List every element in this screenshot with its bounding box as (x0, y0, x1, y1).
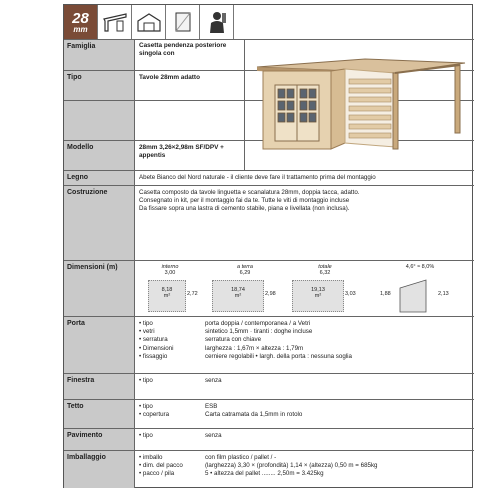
porta-value: cerniere regolabili • largh. della porta : nessuna soglia (205, 352, 352, 360)
finestra-key: • tipo (139, 377, 153, 384)
porta-value: sintetico 1,5mm · tiranti : doghe incluse (205, 328, 313, 336)
dim-totale-unit: m² (314, 293, 322, 299)
dim-slope-title: 4,6° ≈ 8,0% (405, 264, 435, 270)
label-dimensioni: Dimensioni (m) (64, 261, 135, 316)
label-tipo: Tipo (64, 71, 135, 100)
dim-totale-depth: 3,03 (345, 291, 356, 297)
dim-totale-area: 19,13 (311, 287, 325, 293)
value-finestra (135, 374, 474, 399)
thickness-value: 28 (72, 9, 89, 27)
tetto-value: ESB (205, 403, 218, 410)
value-porta (135, 317, 474, 373)
slope-diagram-icon (396, 274, 432, 314)
imballaggio-key: • pacco / pila (139, 470, 175, 478)
label-finestra: Finestra (64, 374, 135, 399)
label-legno: Legno (64, 171, 135, 185)
dim-interno-title: interno (161, 264, 179, 270)
thickness-unit: mm (73, 24, 88, 34)
dim-a-terra-width: 6,29 (239, 270, 251, 276)
label-modello: Modello (64, 141, 135, 170)
imballaggio-value: 5 • altezza del pallet ........ 2,50m = 3.425kg (205, 470, 324, 478)
tetto-value: Carta catramata da 1,5mm in rotolo (205, 411, 303, 419)
label-famiglia: Famiglia (64, 40, 135, 54)
finestra-value: senza (205, 377, 222, 384)
tetto-key: • copertura (139, 411, 170, 419)
imballaggio-value: (larghezza) 3,30 × (profondità) 1,14 × (altezza) 0,50 m = 685kg (205, 462, 378, 470)
dim-interno-plan (148, 280, 186, 312)
shed-frame-icon (132, 5, 166, 39)
dim-totale (288, 264, 362, 316)
value-modello: 28mm 3,26×2,98m SF/DPV + appentis (135, 141, 245, 170)
porta-key: • vetri (139, 328, 155, 336)
tetto-item (139, 411, 470, 419)
row-tetto (64, 399, 474, 428)
imballaggio-value: con film plastico / pallet / - (205, 454, 277, 461)
dim-a-terra-title: a terra (237, 264, 253, 270)
product-sheet (63, 4, 473, 488)
pavimento-item (139, 432, 470, 440)
dim-interno (140, 264, 200, 316)
dim-slope-high: 2,13 (438, 291, 449, 297)
row-legno (64, 170, 474, 185)
porta-key: • serratura (139, 336, 168, 344)
porta-value: serratura con chiave (205, 336, 262, 344)
value-costruzione (135, 186, 474, 260)
finestra-item (139, 377, 470, 385)
worker-icon (200, 5, 234, 39)
tetto-key: • tipo (139, 403, 153, 410)
imballaggio-item (139, 470, 470, 478)
dim-interno-area: 8,18 (161, 287, 173, 293)
roof-slope-icon (98, 5, 132, 39)
imballaggio-key: • dim. del pacco (139, 462, 183, 470)
imballaggio-item (139, 462, 470, 470)
product-image (245, 39, 472, 170)
porta-key: • Dimensioni (139, 344, 174, 352)
dim-totale-width: 6,32 (319, 270, 331, 276)
imballaggio-item (139, 454, 470, 462)
row-finestra (64, 373, 474, 399)
row-pavimento (64, 428, 474, 450)
dimension-diagrams (138, 264, 470, 313)
porta-item (139, 345, 470, 353)
row-costruzione (64, 185, 474, 260)
dim-slope (374, 264, 466, 316)
porta-item (139, 320, 470, 328)
row-porta (64, 316, 474, 373)
label-costruzione: Costruzione (64, 186, 135, 260)
label-tetto: Tetto (64, 400, 135, 428)
dim-interno-depth: 2,72 (187, 291, 198, 297)
imballaggio-key: • imballo (139, 454, 163, 461)
value-legno: Abete Bianco del Nord naturale - il cliente deve fare il trattamento prima del montaggio (139, 174, 376, 181)
costruzione-line: Consegnato in kit, per il montaggio fai da te. Tutte le viti di montaggio incluse (139, 197, 350, 205)
dim-totale-title: totale (318, 264, 332, 270)
thickness-badge (64, 5, 98, 39)
value-famiglia: Casetta pendenza posteriore singola con (135, 39, 245, 70)
label-spacer-1 (64, 54, 135, 70)
panel-icon (166, 5, 200, 39)
dim-a-terra-unit: m² (234, 293, 242, 299)
tetto-item (139, 403, 470, 411)
pavimento-key: • tipo (139, 432, 153, 439)
row-imballaggio (64, 450, 474, 488)
porta-value: porta doppia / contemporanea / a Vetri (205, 320, 311, 327)
label-imballaggio: Imballaggio (64, 451, 135, 488)
value-tetto (135, 400, 474, 428)
dim-a-terra-area: 18,74 (231, 287, 245, 293)
label-blank (64, 101, 135, 140)
porta-key: • tipo (139, 320, 153, 327)
pavimento-value: senza (205, 432, 222, 439)
value-imballaggio (135, 451, 474, 488)
value-tipo: Tavole 28mm adatto (135, 71, 245, 100)
row-dimensioni (64, 260, 474, 316)
porta-item (139, 353, 470, 361)
dim-slope-low: 1,88 (380, 291, 391, 297)
dim-interno-width: 3,00 (164, 270, 176, 276)
porta-item (139, 336, 470, 344)
label-pavimento: Pavimento (64, 429, 135, 450)
icon-bar (64, 5, 474, 39)
value-blank (135, 101, 245, 140)
porta-value: larghezza : 1,67m × altezza : 1,79m (205, 344, 304, 352)
dim-totale-plan (292, 280, 344, 312)
value-pavimento (135, 429, 474, 450)
dim-a-terra-depth: 2,98 (265, 291, 276, 297)
costruzione-line: Casetta composto da tavole linguetta e scanalatura 28mm, doppia tacca, adatto. (139, 189, 360, 196)
porta-key: • fissaggio (139, 352, 168, 360)
dim-a-terra (208, 264, 282, 316)
porta-item (139, 328, 470, 336)
costruzione-line: Da fissare sopra una lastra di cemento stabile, piana e livellata (non inclusa). (139, 205, 350, 213)
dim-a-terra-plan (212, 280, 264, 312)
dim-interno-unit: m² (163, 293, 171, 299)
label-porta: Porta (64, 317, 135, 373)
